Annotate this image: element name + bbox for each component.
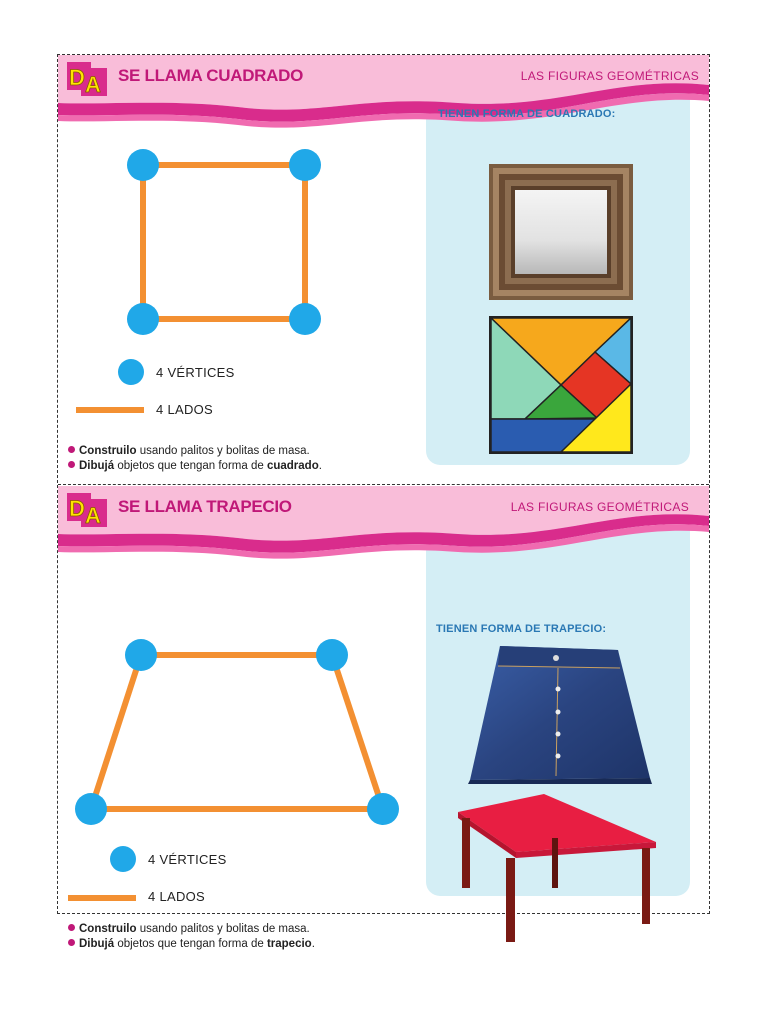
vertex xyxy=(127,303,159,335)
sides-label: 4 LADOS xyxy=(156,402,214,417)
instruction-1: Construilo usando palitos y bolitas de masa. xyxy=(68,923,310,935)
vertex xyxy=(367,793,399,825)
instruction-2: Dibujá objetos que tengan forma de trapecio. xyxy=(68,938,315,950)
vertex xyxy=(289,149,321,181)
sides-label: 4 LADOS xyxy=(148,889,206,904)
side-right xyxy=(332,655,383,809)
svg-text:A: A xyxy=(85,503,101,528)
vertex xyxy=(127,149,159,181)
bullet-icon xyxy=(68,461,75,468)
vertex xyxy=(125,639,157,671)
section-subtitle: LAS FIGURAS GEOMÉTRICAS xyxy=(510,500,689,514)
instruction-2: Dibujá objetos que tengan forma de cuadrado. xyxy=(68,460,322,472)
vertex xyxy=(316,639,348,671)
side-left xyxy=(91,655,141,809)
vertices-label: 4 VÉRTICES xyxy=(156,365,235,380)
card-square xyxy=(58,55,709,484)
page-title: SE LLAMA TRAPECIO xyxy=(118,497,292,516)
bullet-icon xyxy=(68,446,75,453)
card-trapezoid xyxy=(58,486,709,950)
instruction-1: Construilo usando palitos y bolitas de masa. xyxy=(68,445,310,457)
panel-title: TIENEN FORMA DE CUADRADO: xyxy=(438,108,616,120)
section-subtitle: LAS FIGURAS GEOMÉTRICAS xyxy=(520,69,699,83)
trapezoid-table-image xyxy=(456,794,660,944)
tangram-image xyxy=(489,316,633,454)
svg-text:A: A xyxy=(85,72,101,97)
mirror-frame-image xyxy=(489,164,633,300)
vertex xyxy=(75,793,107,825)
vertex-legend-icon xyxy=(110,846,136,872)
card-divider xyxy=(58,484,709,485)
denim-skirt-image xyxy=(468,644,652,784)
bullet-icon xyxy=(68,924,75,931)
vertex-legend-icon xyxy=(118,359,144,385)
side-legend-icon xyxy=(76,407,144,413)
bullet-icon xyxy=(68,939,75,946)
panel-title: TIENEN FORMA DE TRAPECIO: xyxy=(436,623,607,635)
da-logo xyxy=(67,62,109,96)
trapezoid-sides xyxy=(91,655,383,809)
side-legend-icon xyxy=(68,895,136,901)
svg-text:D: D xyxy=(69,65,85,90)
vertex xyxy=(289,303,321,335)
vertices-label: 4 VÉRTICES xyxy=(148,852,227,867)
worksheet xyxy=(57,54,710,950)
svg-text:D: D xyxy=(69,496,85,521)
da-logo xyxy=(67,493,109,527)
square-sides xyxy=(143,165,305,319)
page-title: SE LLAMA CUADRADO xyxy=(118,66,304,85)
